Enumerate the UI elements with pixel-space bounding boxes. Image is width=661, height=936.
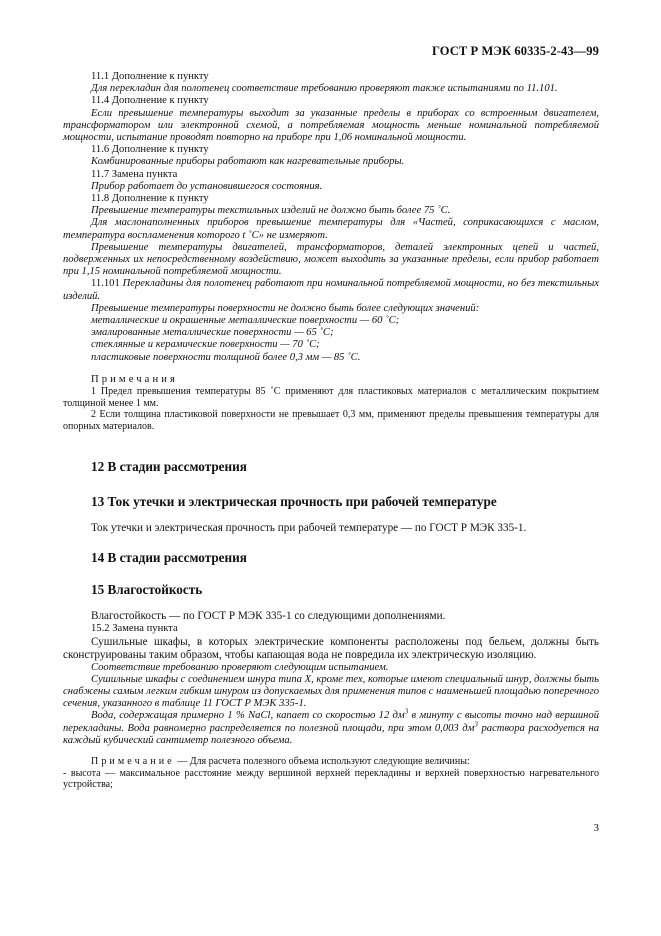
clause-15-2-water <box>63 707 600 747</box>
clause-11-6-title: 11.6 Дополнение к пункту <box>91 144 209 156</box>
clause-11-101-text: Перекладины для полотенец работают при номинальной потребляемой мощности, но без текстильных изделий. <box>63 278 599 302</box>
clause-11-4-title: 11.4 Дополнение к пункту <box>91 95 209 107</box>
clause-11-7-title: 11.7 Замена пункта <box>91 168 178 180</box>
water-text-1: Вода, содержащая примерно 1 % NaCl, капает со скоростью 12 дм <box>91 710 405 722</box>
page-number: 3 <box>593 822 599 834</box>
section-14-heading: 14 В стадии рассмотрения <box>91 550 247 566</box>
water-text-2: в минуту с высоты точно над вершиной перекладины. Вода равномерно распределяется по полезной площади, при этом 0,003 дм <box>63 710 600 734</box>
clause-11-7-text: Прибор работает до установившегося состояния. <box>91 180 323 192</box>
clause-11-8-text-1: Превышение температуры текстильных изделий не должно быть более 75 ˚С. <box>91 205 451 217</box>
clause-15-2-text: Сушильные шкафы, в которых электрические компоненты расположены под бельем, должны быть сконструированы таким образом, чтобы капающая вода не повредила их электрическую изоляцию. <box>63 635 599 661</box>
clause-11-4-text: Если превышение температуры выходит за указанные пределы в приборах со встроенным двигателем, трансформатором или электронной схемой, а потребляемая мощность меньше номинальной потребляемой мощности, испытание проводят повторно на приборе при 1,06 номинальной мощности. <box>63 107 599 144</box>
water-text-3: раствора расходуется на каждый кубический сантиметр полезного объема. <box>63 722 599 746</box>
surface-limit-glass: стеклянные и керамические поверхности — 70 ˚С; <box>91 339 320 351</box>
note-2-text: — Для расчета полезного объема используют следующие величины: <box>177 756 470 768</box>
clause-11-1-text: Для перекладин для полотенец соответствие требованию проверяют также испытаниями по 11.101. <box>91 83 558 95</box>
note-2 <box>63 756 599 768</box>
section-15-intro: Влагостойкость — по ГОСТ Р МЭК 335-1 со следующими дополнениями. <box>91 610 446 623</box>
clause-11-101 <box>63 278 599 302</box>
section-15-heading: 15 Влагостойкость <box>91 582 203 598</box>
note-title: Примечания <box>91 373 178 385</box>
surface-limit-metal: металлические и окрашенные металлические поверхности — 60 ˚С; <box>91 315 400 327</box>
note-2-title: Примечание <box>91 756 175 768</box>
document-header: ГОСТ Р МЭК 60335-2-43—99 <box>432 44 599 58</box>
clause-15-2-test-intro: Соответствие требованию проверяют следующим испытанием. <box>91 661 389 673</box>
section-12-heading: 12 В стадии рассмотрения <box>91 459 247 475</box>
page-content <box>63 71 599 791</box>
clause-11-8-title: 11.8 Дополнение к пункту <box>91 193 209 205</box>
note-item-1: 1 Предел превышения температуры 85 ˚С применяют для пластиковых материалов с металлическим покрытием толщиной менее 1 мм. <box>63 386 599 409</box>
surface-limit-plastic: пластиковые поверхности толщиной более 0,3 мм — 85 ˚С. <box>91 351 361 363</box>
section-13-text: Ток утечки и электрическая прочность при рабочей температуре — по ГОСТ Р МЭК 335-1. <box>91 522 527 535</box>
surface-limit-enamel: эмалированные металлические поверхности — 65 ˚С; <box>91 327 334 339</box>
surface-limits-intro: Превышение температуры поверхности не должно быть более следующих значений: <box>91 302 480 314</box>
clause-11-101-number: 11.101 <box>91 278 120 290</box>
clause-11-6-text: Комбинированные приборы работают как нагревательные приборы. <box>91 156 405 168</box>
superscript-3b: 3 <box>474 720 478 729</box>
superscript-3a: 3 <box>404 707 409 716</box>
clause-15-2-title: 15.2 Замена пункта <box>91 623 178 635</box>
note-item-2: 2 Если толщина пластиковой поверхности не превышает 0,3 мм, применяют пределы превышения температуры для опорных материалов. <box>63 409 599 432</box>
section-13-heading: 13 Ток утечки и электрическая прочность при рабочей температуре <box>91 494 497 510</box>
clause-15-2-cord: Сушильные шкафы с соединением шнура типа X, кроме тех, которые имеют специальный шнур, должны быть снабжены самым легким гибким шнуром из допускаемых для применения типов с наименьшей площадью поперечного сечения, указанного в таблице 11 ГОСТ Р МЭК 335-1. <box>63 673 599 710</box>
clause-11-8-text-3: Превышение температуры двигателей, трансформаторов, деталей электронных цепей и частей, подверженных их непосредственному воздействию, может выходить за указанные пределы, если прибор работает при 1,15 номинальной потребляемой мощности. <box>63 241 599 278</box>
clause-11-8-text-2: Для маслонаполненных приборов превышение температуры для «Частей, соприкасающихся с маслом, температура воспламенения которого t ˚С» не измеряют. <box>63 217 599 241</box>
note-2-item: - высота — максимальное расстояние между вершиной верхней перекладины и верхней поверхностью нагревательного устройства; <box>63 767 599 791</box>
clause-11-1-title: 11.1 Дополнение к пункту <box>91 71 209 82</box>
